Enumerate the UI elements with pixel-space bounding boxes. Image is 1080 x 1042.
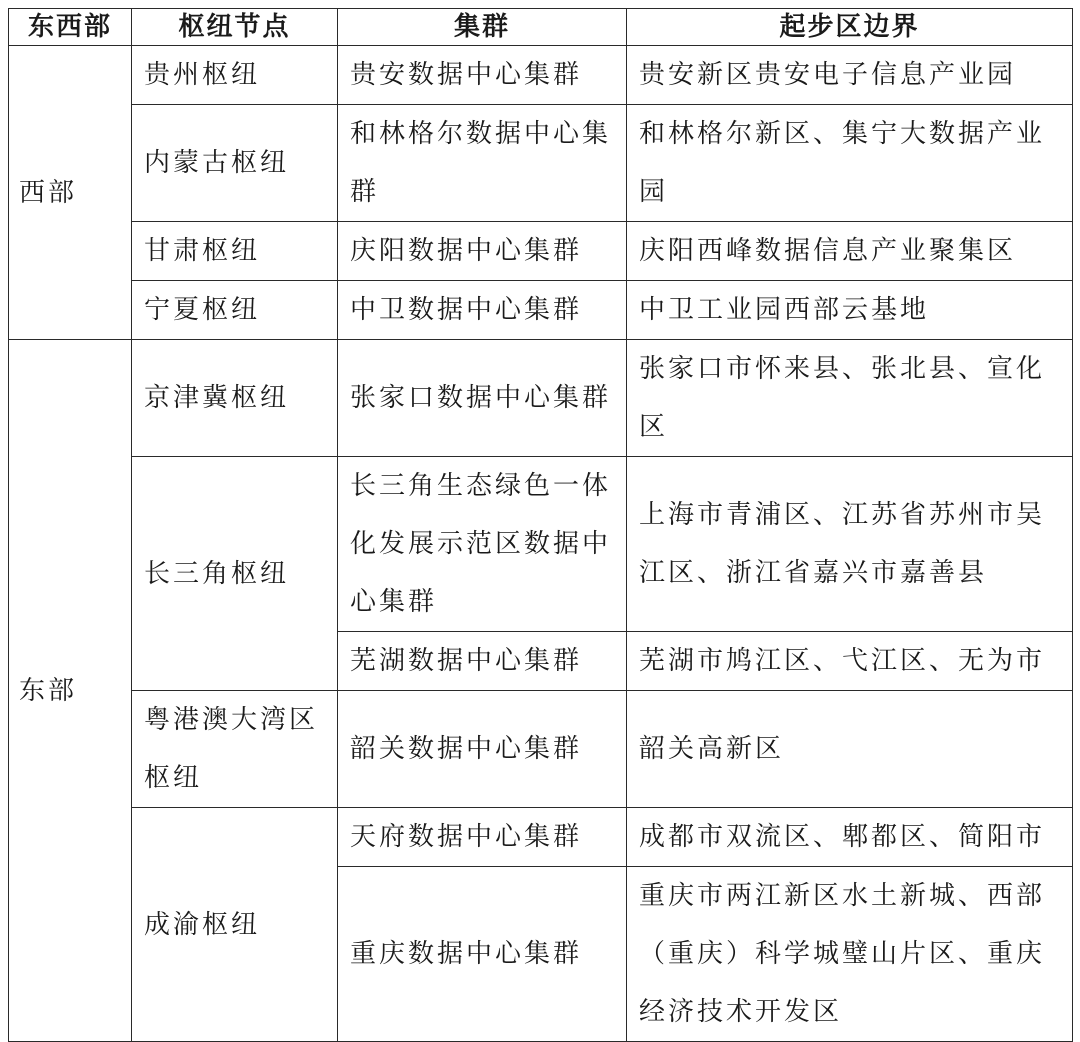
hub-cluster-table bbox=[8, 8, 1073, 1042]
table-row bbox=[9, 281, 1073, 340]
hub-cell: 内蒙古枢纽 bbox=[132, 105, 338, 222]
header-hub: 枢纽节点 bbox=[132, 9, 338, 46]
table-row bbox=[9, 691, 1073, 808]
hub-cell: 京津冀枢纽 bbox=[132, 340, 338, 457]
boundary-cell: 中卫工业园西部云基地 bbox=[627, 281, 1073, 340]
header-boundary: 起步区边界 bbox=[627, 9, 1073, 46]
region-west: 西部 bbox=[9, 46, 132, 340]
boundary-cell: 韶关高新区 bbox=[627, 691, 1073, 808]
cluster-cell: 重庆数据中心集群 bbox=[338, 867, 627, 1042]
region-east: 东部 bbox=[9, 340, 132, 1042]
hub-cell: 成渝枢纽 bbox=[132, 808, 338, 1042]
hub-cell: 贵州枢纽 bbox=[132, 46, 338, 105]
hub-cell: 宁夏枢纽 bbox=[132, 281, 338, 340]
table-row bbox=[9, 340, 1073, 457]
boundary-cell: 庆阳西峰数据信息产业聚集区 bbox=[627, 222, 1073, 281]
boundary-cell: 张家口市怀来县、张北县、宣化区 bbox=[627, 340, 1073, 457]
cluster-cell: 长三角生态绿色一体化发展示范区数据中心集群 bbox=[338, 457, 627, 632]
header-region: 东西部 bbox=[9, 9, 132, 46]
cluster-cell: 天府数据中心集群 bbox=[338, 808, 627, 867]
cluster-cell: 庆阳数据中心集群 bbox=[338, 222, 627, 281]
boundary-cell: 重庆市两江新区水土新城、西部（重庆）科学城璧山片区、重庆经济技术开发区 bbox=[627, 867, 1073, 1042]
hub-cell: 甘肃枢纽 bbox=[132, 222, 338, 281]
boundary-cell: 和林格尔新区、集宁大数据产业园 bbox=[627, 105, 1073, 222]
cluster-cell: 张家口数据中心集群 bbox=[338, 340, 627, 457]
table-row bbox=[9, 105, 1073, 222]
boundary-cell: 上海市青浦区、江苏省苏州市吴江区、浙江省嘉兴市嘉善县 bbox=[627, 457, 1073, 632]
boundary-cell: 贵安新区贵安电子信息产业园 bbox=[627, 46, 1073, 105]
cluster-cell: 和林格尔数据中心集群 bbox=[338, 105, 627, 222]
table-row bbox=[9, 222, 1073, 281]
hub-cell: 长三角枢纽 bbox=[132, 457, 338, 691]
cluster-cell: 中卫数据中心集群 bbox=[338, 281, 627, 340]
cluster-cell: 贵安数据中心集群 bbox=[338, 46, 627, 105]
hub-cell: 粤港澳大湾区枢纽 bbox=[132, 691, 338, 808]
table-row bbox=[9, 457, 1073, 632]
header-row bbox=[9, 9, 1073, 46]
cluster-cell: 韶关数据中心集群 bbox=[338, 691, 627, 808]
table-row bbox=[9, 808, 1073, 867]
table-row bbox=[9, 46, 1073, 105]
header-cluster: 集群 bbox=[338, 9, 627, 46]
boundary-cell: 芜湖市鸠江区、弋江区、无为市 bbox=[627, 632, 1073, 691]
cluster-cell: 芜湖数据中心集群 bbox=[338, 632, 627, 691]
boundary-cell: 成都市双流区、郫都区、简阳市 bbox=[627, 808, 1073, 867]
